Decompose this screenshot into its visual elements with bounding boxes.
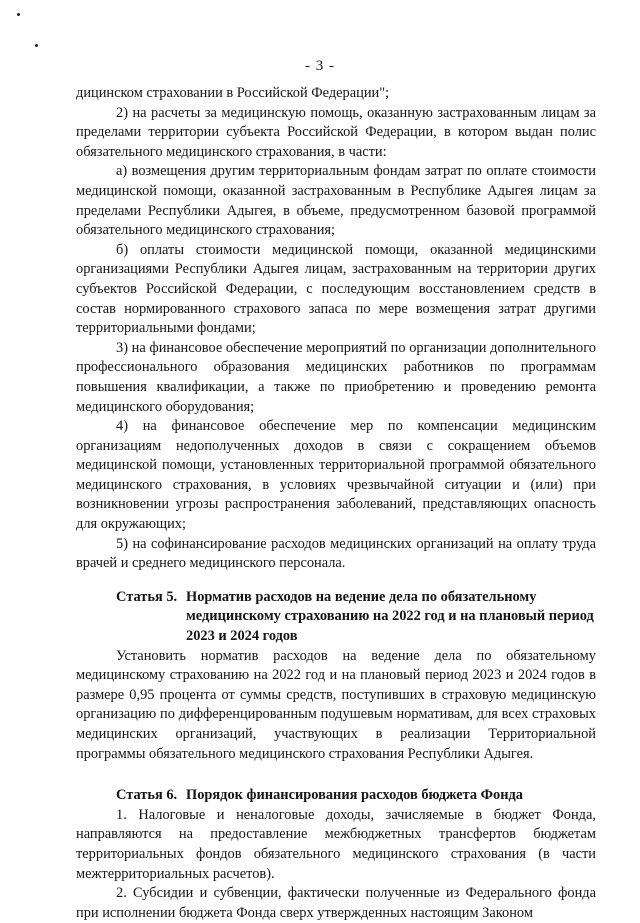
scan-dot <box>17 13 20 16</box>
article-6-number: Статья 6. <box>116 787 178 804</box>
article-6-title: Порядок финансирования расходов бюджета Фонда <box>186 787 523 804</box>
article-5-text: Установить норматив расходов на ведение дела по обязательному медицинскому страхованию на 2022 год и на плановый период 2023 и 2024 годов в размере 0,95 процента от суммы средств, поступивших в страховую медицинскую организацию по дифференцированным подушевым нормативам, для всех страховых медицинских организаций, участвующих в реализации Территориальной программы обязательного медицинского страхования Республики Адыгея. <box>76 647 596 762</box>
paragraph: 3) на финансовое обеспечение мероприятий по организации дополнительного профессионального образования медицинских работников по программам повышения квалификации, а также по приобретению и проведению ремонта медицинского оборудования; <box>76 339 596 415</box>
document-body <box>76 84 596 923</box>
article-6-paragraph: 2. Субсидии и субвенции, фактически полученные из Федерального фонда при исполнении бюджета Фонда сверх утвержденных настоящим Законом <box>76 885 596 921</box>
article-6-heading <box>76 786 596 806</box>
paragraph: 5) на софинансирование расходов медицинских организаций на оплату труда врачей и среднего медицинского персонала. <box>76 535 596 572</box>
paragraph: 4) на финансовое обеспечение мер по компенсации медицинским организациям недополученных доходов в связи с сокращением объемов медицинской помощи, установленных территориальной программой обязательного медицинского страхования, в условиях чрезвычайной ситуации и (или) при возникновении угрозы распространения заболеваний, представляющих опасность для окружающих; <box>76 418 596 533</box>
paragraph: б) оплаты стоимости медицинской помощи, оказанной медицинскими организациями Республики Адыгея лицам, застрахованным на территории других субъектов Российской Федерации, с последующим восстановлением средств в состав нормированного страхового запаса по мере возмещения затрат другими территориальными фондами; <box>76 241 596 337</box>
page-number: - 3 - <box>305 58 335 74</box>
paragraph: 2) на расчеты за медицинскую помощь, оказанную застрахованным лицам за пределами территории субъекта Российской Федерации, в котором выдан полис обязательного медицинского страхования, в части: <box>76 104 596 160</box>
article-5-heading <box>76 588 596 647</box>
paragraph: а) возмещения другим территориальным фондам затрат по оплате стоимости медицинской помощи, оказанной застрахованным в Республике Адыгея лицам за пределами Республики Адыгея, в объеме, предусмотренном базовой программой обязательного медицинского страхования; <box>76 163 596 239</box>
article-6-paragraph: 1. Налоговые и неналоговые доходы, зачисляемые в бюджет Фонда, направляются на предоставление межбюджетных трансфертов бюджетам территориальных фондов обязательного медицинского страхования (в части межтерриториальных расчетов). <box>76 806 596 882</box>
paragraph: дицинском страховании в Российской Федерации"; <box>76 85 390 101</box>
article-5-title: Норматив расходов на ведение дела по обязательному медицинскому страхованию на 2022 год и на плановый период 2023 и 2024 годов <box>186 588 594 645</box>
scan-dot <box>35 44 38 47</box>
article-5-number: Статья 5. <box>116 588 178 605</box>
